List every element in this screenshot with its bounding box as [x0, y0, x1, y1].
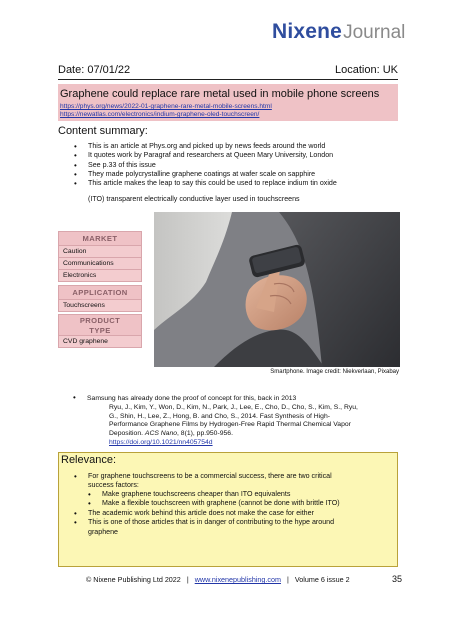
doi-link[interactable]: https://doi.org/10.1021/nn405754d [109, 438, 213, 446]
article-title-box [58, 84, 398, 121]
product-heading-line1: PRODUCT [79, 316, 121, 325]
reference-block [73, 393, 399, 448]
list-item: • This is one of those articles that is in danger of contributing to the hype around [88, 518, 388, 527]
list-item: • This article makes the leap to say this could be used to replace indium tin oxide [88, 179, 400, 188]
citation-deposition: Deposition. [109, 430, 144, 438]
application-item: Touchscreens [58, 300, 142, 312]
product-type-heading [58, 314, 142, 336]
footer-separator: | [186, 575, 189, 584]
market-heading: MARKET [58, 231, 142, 246]
journal-logo [272, 20, 405, 44]
citation-volume: , 8(1), pp.950-956. [177, 430, 233, 438]
market-item: Caution [58, 246, 142, 258]
relevance-list [88, 472, 388, 481]
citation-journal: ACS Nano [144, 430, 178, 438]
relevance-heading: Relevance: [61, 454, 117, 466]
reference-intro: Samsung has already done the proof of concept for this, back in 2013 [87, 395, 297, 402]
list-item [88, 472, 388, 481]
smartphone-illustration [154, 212, 400, 367]
summary-continuation: (ITO) transparent electrically conductive layer used in touchscreens [88, 195, 300, 203]
market-item: Communications [58, 258, 142, 270]
list-item: • See p.33 of this issue [88, 161, 400, 170]
footer-separator: | [286, 575, 289, 584]
relevance-box [58, 452, 398, 567]
footer-copyright: © Nixene Publishing Ltd 2022 [86, 575, 181, 584]
citation-line: Performance Graphene Films by Hydrogen-Free Rapid Thermal Chemical Vapor [109, 421, 351, 429]
footer-website-link[interactable]: www.nixenepublishing.com [194, 575, 281, 584]
source-link-newatlas[interactable]: https://newatlas.com/electronics/indium-graphene-oled-touchscreen/ [60, 111, 260, 118]
citation-line: G., Shin, H., Lee, Z., Hong, B. and Cho, S., 2014. Fast Synthesis of High- [109, 412, 331, 420]
relevance-list-2 [88, 509, 388, 528]
citation-line-last [109, 430, 399, 439]
reference-citation [87, 404, 399, 448]
date-location-bar [58, 63, 398, 80]
date-label: Date: 07/01/22 [58, 64, 131, 76]
location-label: Location: UK [335, 64, 398, 76]
page-number: 35 [391, 574, 402, 584]
market-item: Electronics [58, 270, 142, 282]
product-heading-line2: TYPE [89, 326, 111, 335]
source-link-phys[interactable]: https://phys.org/news/2022-01-graphene-rare-metal-mobile-screens.html [60, 103, 272, 110]
footer-volume: Volume 6 issue 2 [294, 575, 350, 584]
content-summary-heading: Content summary: [58, 125, 148, 137]
summary-list [88, 142, 400, 188]
product-item: CVD graphene [58, 336, 142, 348]
relevance-continuation: success factors: [88, 481, 139, 489]
list-item: • The academic work behind this article does not make the case for either [88, 509, 388, 518]
logo-brand: Nixene [272, 20, 343, 43]
list-item: • Make graphene touchscreens cheaper than ITO equivalents [102, 490, 392, 499]
bullet-icon: • [73, 393, 76, 402]
article-title: Graphene could replace rare metal used in mobile phone screens [60, 88, 380, 100]
relevance-sublist [102, 490, 392, 509]
smartphone-photo [154, 212, 400, 367]
list-item: • Make a flexible touchscreen with graphene (cannot be done with brittle ITO) [102, 499, 392, 508]
logo-sub: Journal [343, 22, 406, 43]
citation-line: Ryu, J., Kim, Y., Won, D., Kim, N., Park, J., Lee, E., Cho, D., Cho, S., Kim, S., Ryu, [109, 403, 358, 411]
relevance-text: For graphene touchscreens to be a commercial success, there are two critical [88, 472, 332, 480]
list-item: • This is an article at Phys.org and picked up by news feeds around the world [88, 142, 400, 151]
application-heading: APPLICATION [58, 285, 142, 300]
classification-sidebar [58, 231, 142, 348]
list-item: • It quotes work by Paragraf and researchers at Queen Mary University, London [88, 151, 400, 160]
page-footer [86, 575, 402, 584]
relevance-continuation-2: graphene [88, 528, 118, 536]
image-caption: Smartphone. Image credit: Niekverlaan, Pixabay [270, 369, 399, 375]
list-item: • They made polycrystalline graphene coatings at wafer scale on sapphire [88, 170, 400, 179]
